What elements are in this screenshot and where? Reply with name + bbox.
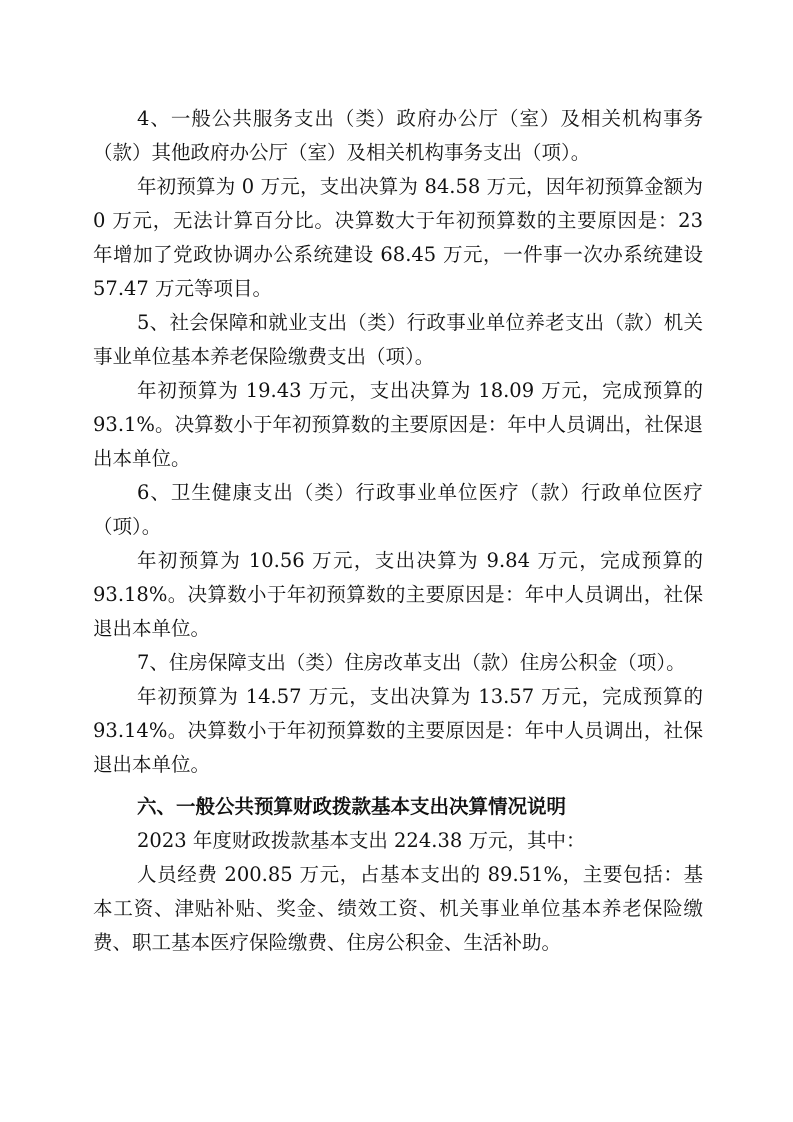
- personnel-expense-detail: 人员经费 200.85 万元，占基本支出的 89.51%，主要包括：基本工资、津贴补贴、奖金、绩效工资、机关事业单位基本养老保险缴费、职工基本医疗保险缴费、住房公积金、生活补助。: [93, 863, 703, 954]
- section-heading: 六、一般公共预算财政拨款基本支出决算情况说明: [137, 795, 567, 818]
- item-4-title: 4、一般公共服务支出（类）政府办公厅（室）及相关机构事务（款）其他政府办公厅（室）及相关机构事务支出（项）。: [93, 107, 703, 164]
- item-7-title: 7、住房保障支出（类）住房改革支出（款）住房公积金（项）。: [137, 651, 686, 674]
- item-6-title: 6、卫生健康支出（类）行政事业单位医疗（款）行政单位医疗（项）。: [93, 481, 703, 538]
- item-6-body: 年初预算为 10.56 万元，支出决算为 9.84 万元，完成预算的 93.18%。决算数小于年初预算数的主要原因是：年中人员调出，社保退出本单位。: [93, 549, 703, 640]
- item-5-title: 5、社会保障和就业支出（类）行政事业单位养老支出（款）机关事业单位基本养老保险缴费支出（项）。: [93, 311, 703, 368]
- basic-expense-summary: 2023 年度财政拨款基本支出 224.38 万元，其中：: [137, 829, 586, 852]
- item-4-body: 年初预算为 0 万元，支出决算为 84.58 万元，因年初预算金额为 0 万元，无法计算百分比。决算数大于年初预算数的主要原因是：23 年增加了党政协调办公系统建设 68.45 万元，一件事一次办系统建设 57.47 万元等项目。: [93, 175, 703, 300]
- item-5-body: 年初预算为 19.43 万元，支出决算为 18.09 万元，完成预算的 93.1%。决算数小于年初预算数的主要原因是：年中人员调出，社保退出本单位。: [93, 379, 703, 470]
- item-7-body: 年初预算为 14.57 万元，支出决算为 13.57 万元，完成预算的 93.14%。决算数小于年初预算数的主要原因是：年中人员调出，社保退出本单位。: [93, 685, 703, 776]
